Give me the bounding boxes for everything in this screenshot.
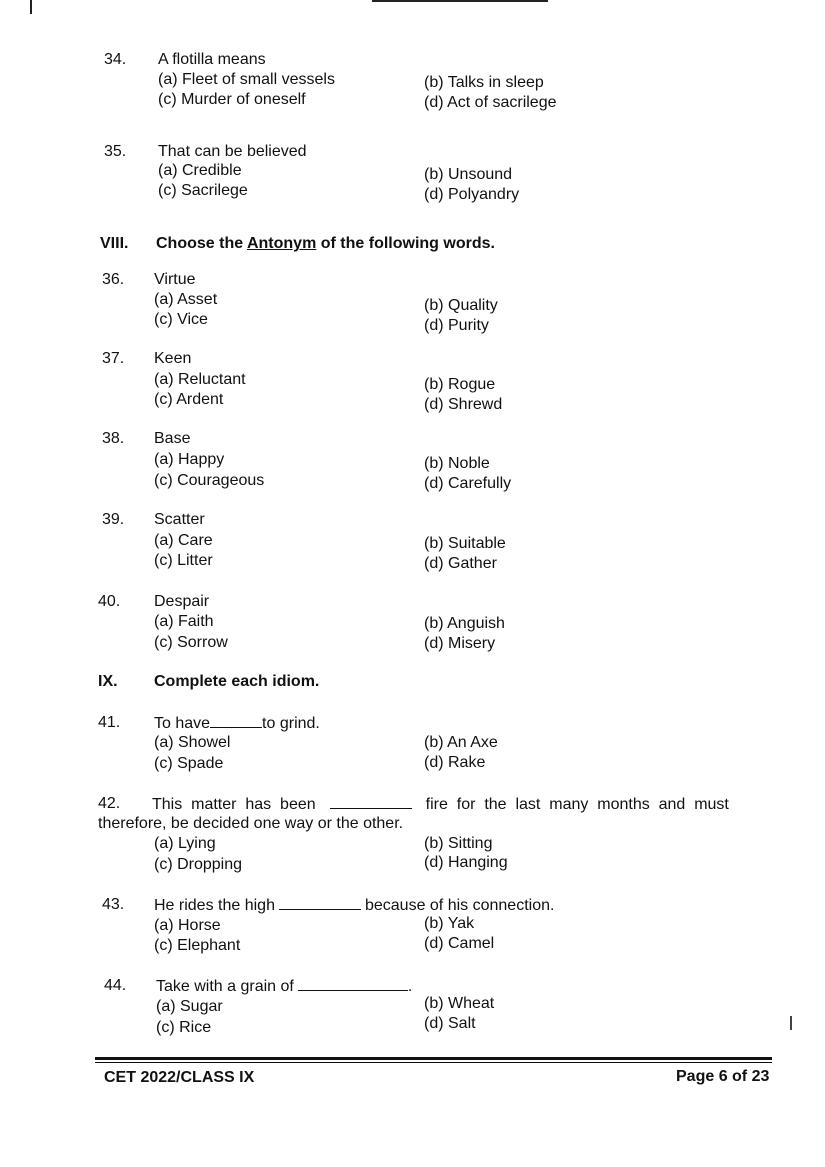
question-number: 37. bbox=[102, 350, 125, 367]
stem-text: Take with a grain of bbox=[156, 978, 294, 995]
question-number: 41. bbox=[98, 714, 121, 731]
answer-blank bbox=[279, 895, 361, 910]
option-c: (c) Sacrilege bbox=[158, 182, 248, 199]
option-a: (a) Credible bbox=[158, 162, 242, 179]
question-number: 38. bbox=[102, 430, 125, 447]
option-a: (a) Horse bbox=[154, 917, 221, 934]
instruction-keyword: Antonym bbox=[246, 235, 317, 252]
question-stem bbox=[154, 713, 320, 734]
scan-edge-mark bbox=[790, 1016, 792, 1030]
option-c: (c) Courageous bbox=[154, 472, 265, 489]
question-number: 42. bbox=[98, 795, 121, 812]
option-c: (c) Rice bbox=[156, 1019, 212, 1036]
question-number: 35. bbox=[104, 143, 127, 160]
instruction-text: Choose the bbox=[156, 235, 247, 252]
answer-blank bbox=[298, 976, 408, 991]
question-stem bbox=[156, 976, 412, 997]
option-c: (c) Murder of oneself bbox=[158, 91, 306, 108]
option-a: (a) Showel bbox=[154, 734, 231, 751]
option-b: (b) Noble bbox=[424, 455, 490, 472]
answer-blank bbox=[210, 713, 262, 728]
scan-edge-mark bbox=[30, 0, 32, 14]
question-stem: That can be believed bbox=[158, 143, 307, 160]
option-b: (b) Rogue bbox=[424, 376, 496, 393]
option-a: (a) Reluctant bbox=[154, 371, 246, 388]
question-stem: Scatter bbox=[154, 511, 205, 528]
option-d: (d) Polyandry bbox=[424, 186, 520, 203]
option-d: (d) Rake bbox=[424, 754, 486, 771]
section-instruction: Complete each idiom. bbox=[154, 673, 320, 690]
section-instruction bbox=[156, 235, 495, 253]
option-a: (a) Fleet of small vessels bbox=[158, 71, 335, 88]
option-a: (a) Faith bbox=[154, 613, 214, 630]
stem-text: He rides the high bbox=[154, 897, 275, 914]
option-c: (c) Ardent bbox=[154, 391, 224, 408]
option-b: (b) Unsound bbox=[424, 166, 513, 183]
section-number: IX. bbox=[98, 673, 118, 690]
option-a: (a) Asset bbox=[154, 291, 218, 308]
option-c: (c) Sorrow bbox=[154, 634, 228, 651]
question-stem-line-2: therefore, be decided one way or the other. bbox=[98, 815, 404, 832]
question-stem: Despair bbox=[154, 593, 210, 610]
option-a: (a) Lying bbox=[154, 835, 216, 852]
option-c: (c) Dropping bbox=[154, 856, 243, 873]
option-c: (c) Elephant bbox=[154, 937, 241, 954]
question-number: 34. bbox=[104, 51, 127, 68]
answer-blank bbox=[330, 794, 412, 809]
option-b: (b) An Axe bbox=[424, 734, 498, 751]
question-stem: A flotilla means bbox=[158, 51, 266, 68]
stem-text: This matter has been bbox=[152, 796, 316, 813]
stem-text: . bbox=[407, 978, 413, 995]
top-rule bbox=[372, 0, 548, 2]
option-b: (b) Wheat bbox=[424, 995, 495, 1012]
stem-text: to grind. bbox=[262, 715, 320, 732]
option-b: (b) Suitable bbox=[424, 535, 506, 552]
option-c: (c) Spade bbox=[154, 755, 224, 772]
option-d: (d) Camel bbox=[424, 935, 495, 952]
option-d: (d) Misery bbox=[424, 635, 496, 652]
question-number: 40. bbox=[98, 593, 121, 610]
footer-page-number: Page 6 of 23 bbox=[676, 1068, 770, 1085]
option-d: (d) Gather bbox=[424, 555, 497, 572]
question-stem: Keen bbox=[154, 350, 192, 367]
instruction-text: of the following words. bbox=[316, 235, 495, 252]
footer-rule bbox=[95, 1062, 772, 1063]
question-stem bbox=[154, 895, 554, 916]
option-d: (d) Purity bbox=[424, 317, 489, 334]
stem-text: because of his connection. bbox=[364, 897, 555, 914]
question-number: 44. bbox=[104, 977, 127, 994]
option-a: (a) Sugar bbox=[156, 998, 223, 1015]
option-d: (d) Carefully bbox=[424, 475, 512, 492]
question-stem: Base bbox=[154, 430, 191, 447]
section-number: VIII. bbox=[100, 235, 129, 252]
question-stem: Virtue bbox=[154, 271, 196, 288]
option-d: (d) Hanging bbox=[424, 854, 508, 871]
question-number: 36. bbox=[102, 271, 125, 288]
option-d: (d) Salt bbox=[424, 1015, 476, 1032]
stem-text: fire for the last many months and must bbox=[425, 796, 729, 813]
stem-text: To have bbox=[154, 715, 211, 732]
option-b: (b) Quality bbox=[424, 297, 498, 314]
option-b: (b) Talks in sleep bbox=[424, 74, 544, 91]
option-c: (c) Litter bbox=[154, 552, 213, 569]
question-number: 39. bbox=[102, 511, 125, 528]
option-a: (a) Care bbox=[154, 532, 213, 549]
option-a: (a) Happy bbox=[154, 451, 225, 468]
question-stem-line-1 bbox=[152, 794, 729, 815]
footer-rule bbox=[95, 1057, 772, 1060]
question-number: 43. bbox=[102, 896, 125, 913]
option-b: (b) Anguish bbox=[424, 615, 505, 632]
option-d: (d) Shrewd bbox=[424, 396, 503, 413]
option-c: (c) Vice bbox=[154, 311, 208, 328]
option-b: (b) Sitting bbox=[424, 835, 493, 852]
option-d: (d) Act of sacrilege bbox=[424, 94, 557, 111]
option-b: (b) Yak bbox=[424, 915, 475, 932]
footer-exam-code: CET 2022/CLASS IX bbox=[104, 1069, 255, 1086]
